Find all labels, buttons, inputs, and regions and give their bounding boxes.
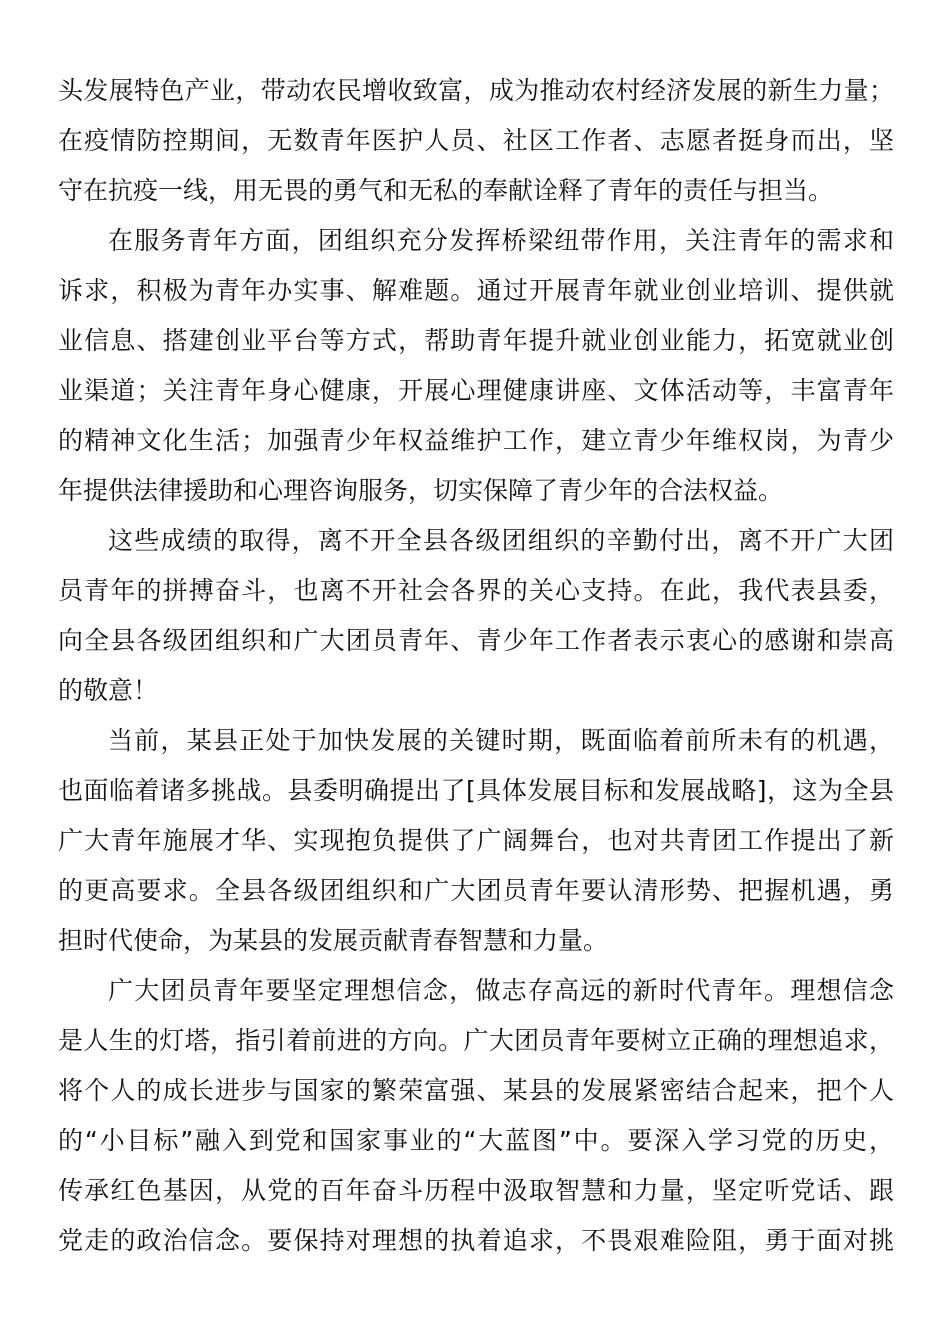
text-line: 广大团员青年要坚定理想信念，做志存高远的新时代青年。理想信念 (108, 976, 894, 1005)
text-line: 年提供法律援助和心理咨询服务，切实保障了青少年的合法权益。 (58, 476, 784, 505)
text-line: 是人生的灯塔，指引着前进的方向。广大团员青年要树立正确的理想追求， (58, 1026, 894, 1055)
text-line: 头发展特色产业，带动农民增收致富，成为推动农村经济发展的新生力量； (58, 76, 894, 105)
text-line: 守在抗疫一线，用无畏的勇气和无私的奉献诠释了青年的责任与担当。 (58, 176, 834, 205)
text-line: 在服务青年方面，团组织充分发挥桥梁纽带作用，关注青年的需求和 (108, 226, 894, 255)
text-line: 业信息、搭建创业平台等方式，帮助青年提升就业创业能力，拓宽就业创 (58, 326, 894, 355)
text-line: 传承红色基因，从党的百年奋斗历程中汲取智慧和力量，坚定听党话、跟 (58, 1176, 894, 1205)
text-line: 的“小目标”融入到党和国家事业的“大蓝图”中。要深入学习党的历史， (58, 1126, 894, 1155)
text-line: 业渠道；关注青年身心健康，开展心理健康讲座、文体活动等，丰富青年 (58, 376, 894, 405)
text-line: 的精神文化生活；加强青少年权益维护工作，建立青少年维权岗，为青少 (58, 426, 894, 455)
document-body (58, 66, 894, 1266)
text-line: 员青年的拼搏奋斗，也离不开社会各界的关心支持。在此，我代表县委， (58, 576, 894, 605)
text-line: 的更高要求。全县各级团组织和广大团员青年要认清形势、把握机遇，勇 (58, 876, 894, 905)
text-line: 党走的政治信念。要保持对理想的执着追求，不畏艰难险阻，勇于面对挑 (58, 1226, 894, 1255)
text-line: 诉求，积极为青年办实事、解难题。通过开展青年就业创业培训、提供就 (58, 276, 894, 305)
text-line: 向全县各级团组织和广大团员青年、青少年工作者表示衷心的感谢和崇高 (58, 626, 894, 655)
text-line: 这些成绩的取得，离不开全县各级团组织的辛勤付出，离不开广大团 (108, 526, 894, 555)
text-line: 担时代使命，为某县的发展贡献青春智慧和力量。 (58, 926, 609, 955)
text-line: 在疫情防控期间，无数青年医护人员、社区工作者、志愿者挺身而出，坚 (58, 126, 894, 155)
text-line: 将个人的成长进步与国家的繁荣富强、某县的发展紧密结合起来，把个人 (58, 1076, 894, 1105)
text-line: 也面临着诸多挑战。县委明确提出了[具体发展目标和发展战略]，这为全县 (58, 776, 894, 805)
text-line: 当前，某县正处于加快发展的关键时期，既面临着前所未有的机遇， (108, 726, 894, 755)
text-line: 的敬意！ (58, 676, 159, 705)
text-line: 广大青年施展才华、实现抱负提供了广阔舞台，也对共青团工作提出了新 (58, 826, 894, 855)
